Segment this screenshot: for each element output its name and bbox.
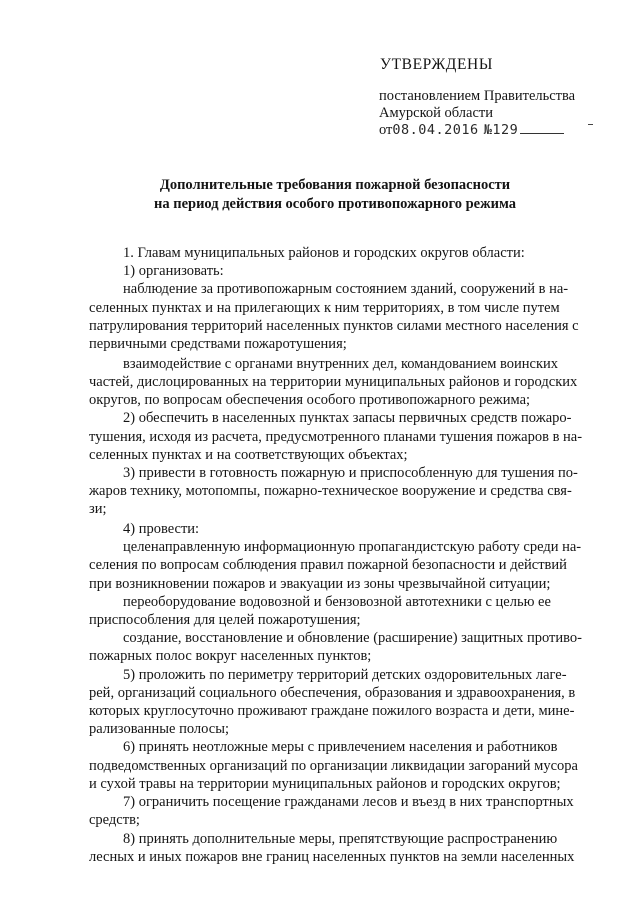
scan-mark xyxy=(588,124,593,125)
document-title-line-2: на период действия особого противопожарного режима xyxy=(153,196,517,212)
body-line: рей, организаций социального обеспечения, образования и здравоохранения, в xyxy=(89,684,576,701)
body-line: частей, дислоцированных на территории муниципальных районов и городских xyxy=(89,373,578,390)
body-line: селения по вопросам соблюдения правил пожарной безопасности и действий xyxy=(89,557,567,574)
body-line: зи; xyxy=(89,501,107,518)
body-line: 2) обеспечить в населенных пунктах запасы первичных средств пожаро- xyxy=(123,410,572,427)
body-line: рализованные полосы; xyxy=(89,721,229,738)
body-line: пожарных полос вокруг населенных пунктов; xyxy=(89,648,372,665)
document-body xyxy=(89,244,608,866)
body-line: селенных пунктах и на прилегающих к ним территориях, в том числе путем xyxy=(89,299,560,316)
approval-title: УТВЕРЖДЕНЫ xyxy=(380,56,493,73)
body-line: приспособления для целей пожаротушения; xyxy=(89,612,361,629)
body-line: 4) провести: xyxy=(123,521,200,538)
approval-number: №129 xyxy=(483,122,519,138)
body-line: целенаправленную информационную пропагандистскую работу среди на- xyxy=(123,539,582,556)
body-line: которых круглосуточно проживают граждане пожилого возраста и дети, мине- xyxy=(89,703,575,720)
body-line: создание, восстановление и обновление (расширение) защитных противо- xyxy=(123,630,582,647)
body-line: 6) принять неотложные меры с привлечением населения и работников xyxy=(123,739,558,756)
body-line: переоборудование водовозной и бензовозной автотехники с целью ее xyxy=(123,593,551,610)
approval-date-prefix: от xyxy=(379,122,393,138)
body-line: 5) проложить по периметру территорий детских оздоровительных лаге- xyxy=(123,666,567,683)
body-line: и сухой травы на территории муниципальных районов и городских округов; xyxy=(89,775,561,792)
body-line: тушения, исходя из расчета, предусмотренного планами тушения пожаров в на- xyxy=(89,428,583,445)
document-title-line-1: Дополнительные требования пожарной безопасности xyxy=(159,177,511,193)
body-line: 7) ограничить посещение гражданами лесов и въезд в них транспортных xyxy=(123,794,574,811)
date-underline xyxy=(520,133,564,134)
body-line: патрулирования территорий населенных пунктов силами местного населения с xyxy=(89,317,579,334)
body-line: подведомственных организаций по организации ликвидации загораний мусора xyxy=(89,757,578,774)
body-line: средств; xyxy=(89,812,140,829)
body-line: первичными средствами пожаротушения; xyxy=(89,336,347,353)
body-line: жаров технику, мотопомпы, пожарно-техническое вооружение и средства свя- xyxy=(89,483,572,500)
body-line: 1) организовать: xyxy=(123,263,224,280)
body-line: наблюдение за противопожарным состоянием зданий, сооружений в на- xyxy=(123,281,569,298)
body-line: 1. Главам муниципальных районов и городских округов области: xyxy=(123,245,525,261)
approval-date: 08.04.2016 xyxy=(392,122,479,138)
body-line: при возникновении пожаров и эвакуации из зоны чрезвычайной ситуации; xyxy=(89,575,551,592)
body-line: 3) привести в готовность пожарную и приспособленную для тушения по- xyxy=(123,464,578,481)
document-title xyxy=(0,176,640,214)
approval-line-2: Амурской области xyxy=(379,105,493,121)
approval-line-1: постановлением Правительства xyxy=(379,88,576,104)
body-line: округов, по вопросам обеспечения особого противопожарного режима; xyxy=(89,392,531,409)
approval-date-row xyxy=(379,122,619,139)
body-line: лесных и иных пожаров вне границ населенных пунктов на земли населенных xyxy=(89,848,575,865)
body-line: взаимодействие с органами внутренних дел, командованием воинских xyxy=(123,355,559,372)
body-line: селенных пунктах и на соответствующих объектах; xyxy=(89,446,408,463)
body-line: 8) принять дополнительные меры, препятствующие распространению xyxy=(123,830,558,847)
approval-block xyxy=(379,56,619,139)
